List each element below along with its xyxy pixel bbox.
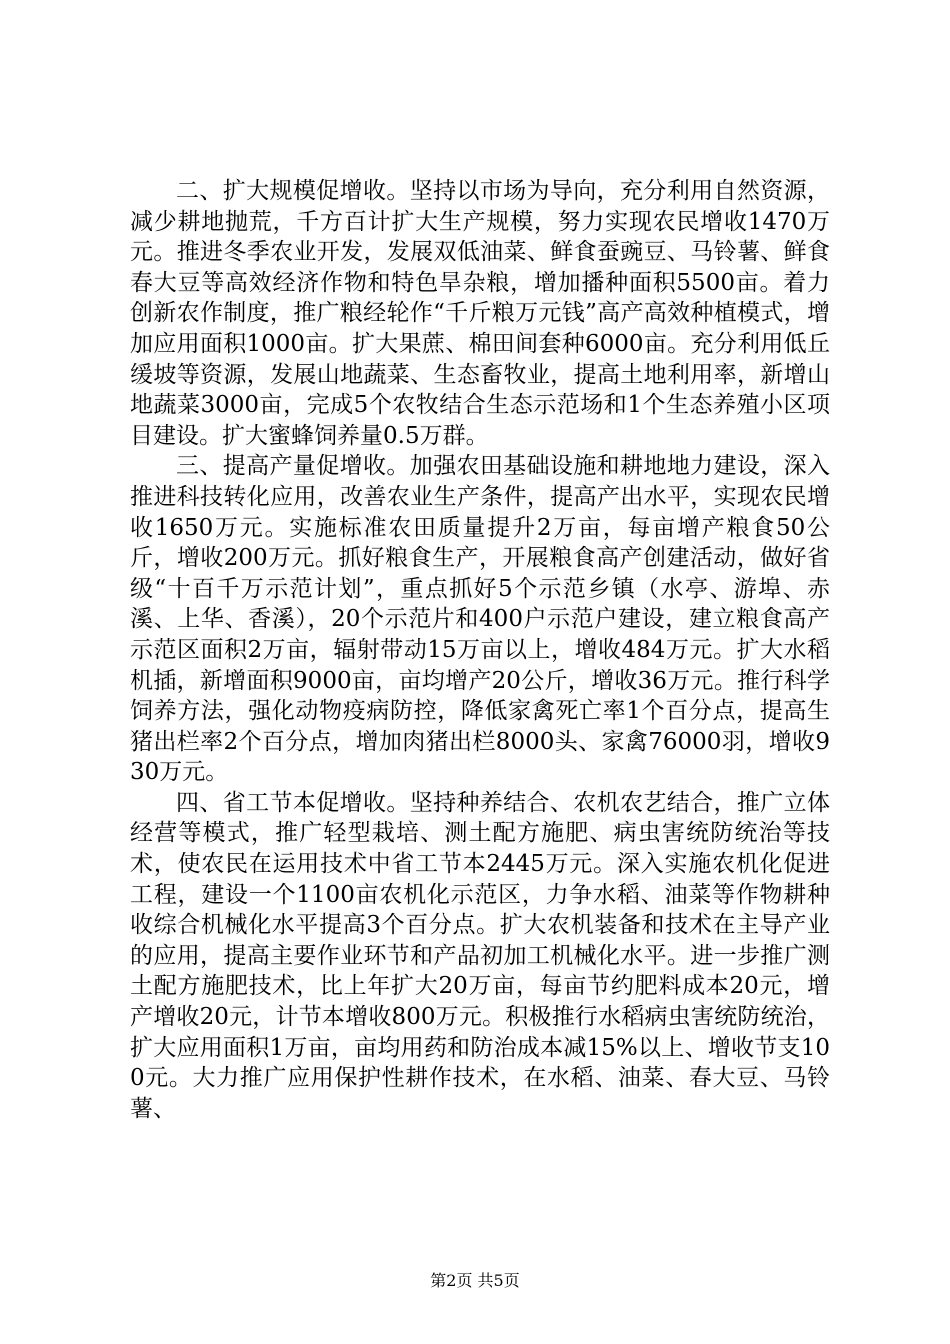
document-body bbox=[130, 176, 830, 1124]
paragraph-increase-output: 三、提高产量促增收。加强农田基础设施和耕地地力建设，深入推进科技转化应用，改善农业生产条件，提高产出水平，实现农民增收1650万元。实施标准农田质量提升2万亩，每亩增产粮食50公斤，增收200万元。抓好粮食生产，开展粮食高产创建活动，做好省级“十百千万示范计划”，重点抓好5个示范乡镇（水亭、游埠、赤溪、上华、香溪），20个示范片和400户示范户建设，建立粮食高产示范区面积2万亩，辐射带动15万亩以上，增收484万元。扩大水稻机插，新增面积9000亩，亩均增产20公斤，增收36万元。推行科学饲养方法，强化动物疫病防控，降低家禽死亡率1个百分点，提高生猪出栏率2个百分点，增加肉猪出栏8000头、家禽76000羽，增收930万元。 bbox=[130, 453, 830, 786]
paragraph-save-labor-cost: 四、省工节本促增收。坚持种养结合、农机农艺结合，推广立体经营等模式，推广轻型栽培、测土配方施肥、病虫害统防统治等技术，使农民在运用技术中省工节本2445万元。深入实施农机化促进工程，建设一个1100亩农机化示范区，力争水稻、油菜等作物耕种收综合机械化水平提高3个百分点。扩大农机装备和技术在主导产业的应用，提高主要作业环节和产品初加工机械化水平。进一步推广测土配方施肥技术，比上年扩大20万亩，每亩节约肥料成本20元，增产增收20元，计节本增收800万元。积极推行水稻病虫害统防统治，扩大应用面积1万亩，亩均用药和防治成本减15%以上、增收节支100元。大力推广应用保护性耕作技术，在水稻、油菜、春大豆、马铃薯、 bbox=[130, 789, 830, 1122]
paragraph-expand-scale: 二、扩大规模促增收。坚持以市场为导向，充分利用自然资源，减少耕地抛荒，千方百计扩大生产规模，努力实现农民增收1470万元。推进冬季农业开发，发展双低油菜、鲜食蚕豌豆、马铃薯、鲜食春大豆等高效经济作物和特色旱杂粮，增加播种面积5500亩。着力创新农作制度，推广粮经轮作“千斤粮万元钱”高产高效种植模式，增加应用面积1000亩。扩大果蔗、棉田间套种6000亩。充分利用低丘缓坡等资源，发展山地蔬菜、生态畜牧业，提高土地利用率，新增山地蔬菜3000亩，完成5个农牧结合生态示范场和1个生态养殖小区项目建设。扩大蜜蜂饲养量0.5万群。 bbox=[130, 178, 830, 449]
page-number-footer: 第2页 共5页 bbox=[430, 1271, 520, 1290]
